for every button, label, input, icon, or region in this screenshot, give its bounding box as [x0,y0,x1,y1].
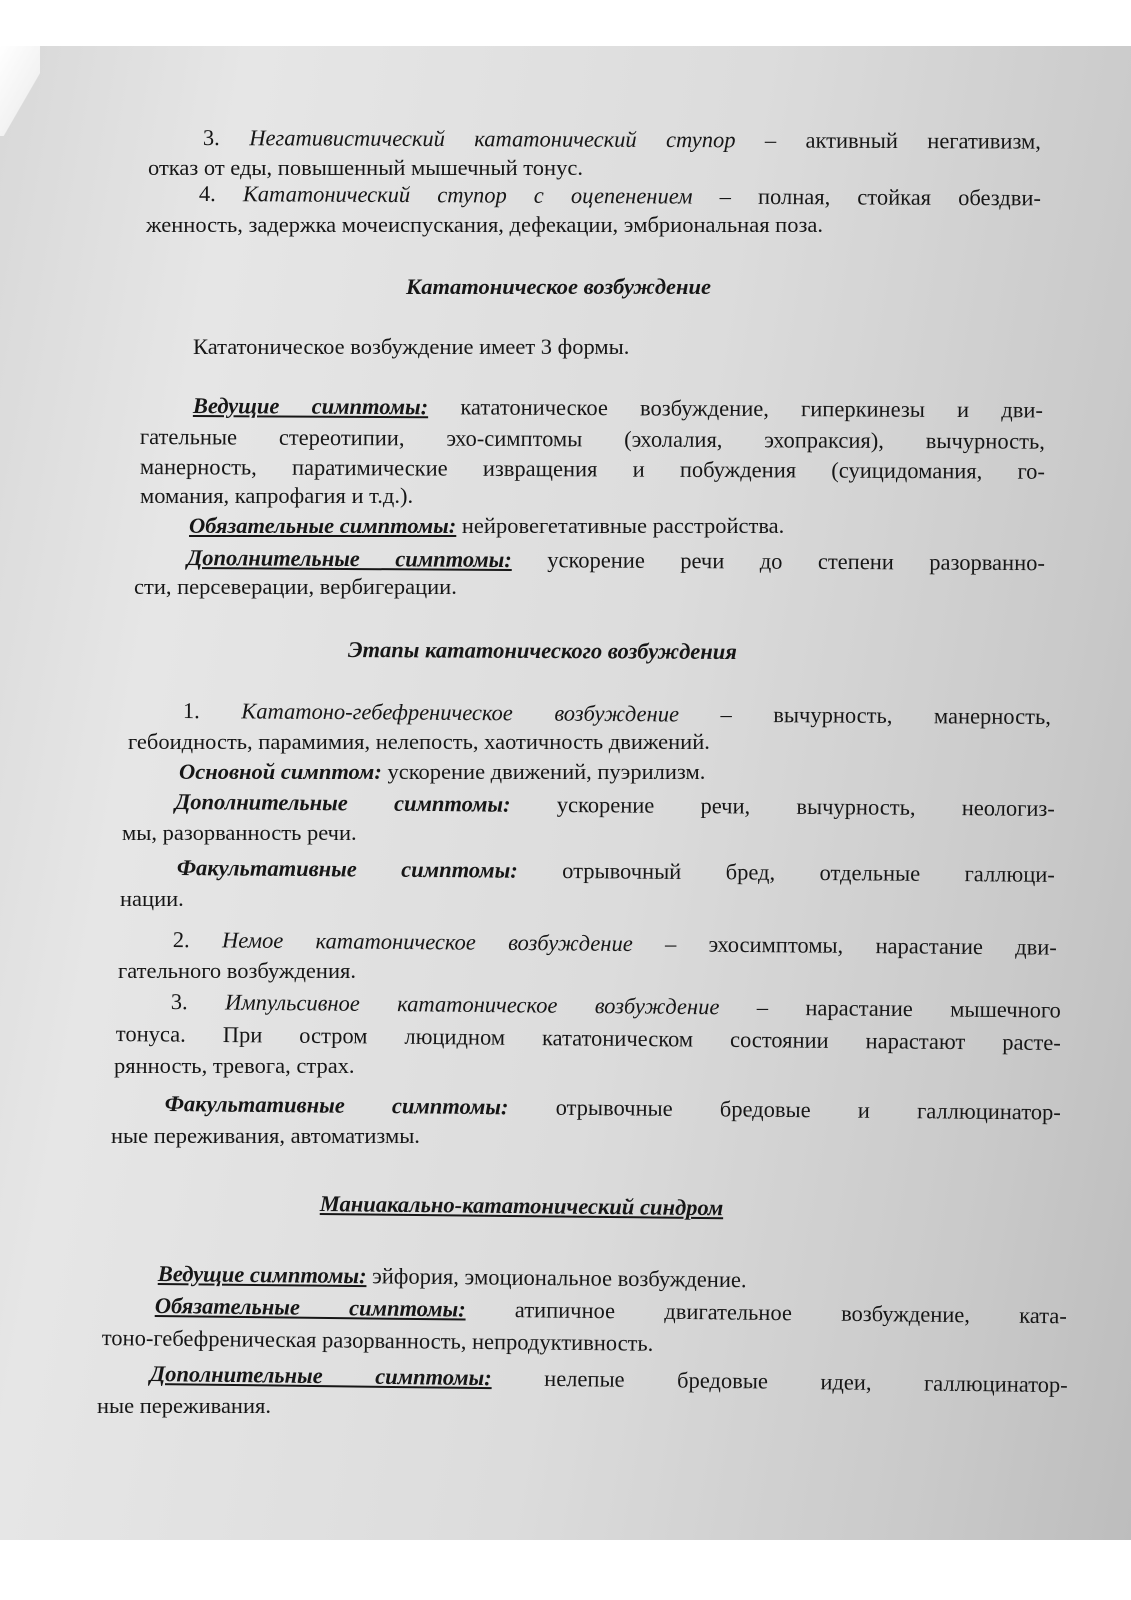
list-number: 1. [182,697,200,724]
text-line [120,884,184,914]
text-run: отрывочный бред, отдельные галлюци- [517,857,1055,887]
text-run: отрывочные бредовые и галлюцинатор- [508,1094,1061,1125]
text-line [193,391,1043,425]
section-heading [406,272,711,302]
text-line [140,481,413,511]
text-line [150,1359,1068,1400]
list-number: 4. [198,180,216,207]
text-run: – активный негативизм, [735,127,1041,154]
text-line [122,818,357,848]
text-line [134,572,457,602]
text-run: ные переживания, автоматизмы. [111,1123,420,1148]
text-line [177,853,1055,890]
term: Немое кататоническое возбуждение [221,927,633,957]
list-number: 2. [172,926,190,953]
text-line [128,727,710,757]
text-line [111,1121,420,1151]
text-run: ные переживания. [97,1393,271,1418]
text-run: тонуса. При остром люцидном кататоническом состоянии нарастают расте- [115,1020,1061,1056]
text-run: нейровегетативные расстройства. [456,513,785,538]
text-run: женность, задержка мочеиспускания, дефекации, эмбриональная поза. [146,212,823,237]
label: Факультативные симптомы: [164,1090,509,1120]
text-line [102,1323,654,1359]
heading-text: Маниакально-кататонический синдром [319,1190,724,1221]
text-run: Кататоническое возбуждение имеет 3 формы. [193,334,630,359]
label: Обязательные симптомы: [154,1292,466,1322]
page-text [0,46,1131,1540]
text-line [97,1391,271,1421]
label: Дополнительные симптомы: [149,1360,492,1391]
section-heading [320,1189,724,1223]
text-line [114,1051,355,1081]
section-heading [348,635,737,667]
label: Обязательные симптомы: [189,513,457,538]
text-line [146,210,823,240]
text-run: мы, разорванность речи. [122,820,357,845]
text-run: гательные стереотипии, эхо-симптомы (эхолалия, эхопраксия), вычурность, [139,423,1045,454]
text-run: отказ от еды, повышенный мышечный тонус. [148,155,583,180]
text-run: – вычурность, манерность, [678,701,1051,730]
text-run: нации. [120,886,184,911]
text-run: тоно-гебефреническая разорванность, непродуктивность. [101,1324,654,1356]
text-line [171,987,1061,1026]
text-line [203,123,1041,157]
list-number: 3. [202,124,220,151]
photographed-page [0,46,1131,1540]
text-run: сти, персеверации, вербигерации. [134,574,457,599]
text-line [118,956,356,986]
text-run: ускорение движений, пуэрилизм. [381,759,706,784]
text-line [140,422,1045,457]
text-run: гебоидность, парамимия, нелепость, хаотичность движений. [128,729,710,754]
heading-text: Этапы кататонического возбуждения [347,637,737,665]
text-run: – эхосимптомы, нарастание дви- [632,931,1057,960]
label: Дополнительные симптомы: [186,545,512,572]
label: Ведущие симптомы: [192,392,429,420]
text-run: эйфория, эмоциональное возбуждение. [366,1263,747,1293]
term: Импульсивное кататоническое возбуждение [225,989,720,1020]
text-run: – нарастание мышечного [719,994,1061,1023]
term: Кататонический ступор с оцепенением [242,181,693,209]
label: Основной симптом: [179,759,382,784]
term: Негативистический кататонический ступор [249,125,736,153]
text-run: атипичное двигательное возбуждение, ката- [465,1296,1067,1329]
text-line [179,757,705,787]
label: Дополнительные симптомы: [174,788,511,817]
text-run: рянность, тревога, страх. [114,1053,355,1078]
text-line [193,332,629,362]
text-line [189,511,784,541]
text-run: кататоническое возбуждение, гиперкинезы и дви- [428,394,1043,423]
text-run: гательного возбуждения. [118,958,356,983]
label: Факультативные симптомы: [176,854,518,883]
text-run: манерность, паратимические извращения и побуждения (суицидомания, го- [139,453,1045,484]
text-run: нелепые бредовые идеи, галлюцинатор- [491,1365,1068,1398]
text-line [199,179,1041,213]
list-number: 3. [170,988,188,1015]
label: Ведущие симптомы: [157,1260,367,1289]
text-run: момания, капрофагия и т.д.). [140,483,414,508]
text-run: ускорение речи до степени разорванно- [511,546,1045,576]
heading-text: Кататоническое возбуждение [406,274,712,299]
text-line [158,1259,747,1295]
term: Кататоно-гебефреническое возбуждение [241,698,680,727]
text-run: – полная, стойкая обездви- [692,183,1041,211]
text-run: ускорение речи, вычурность, неологиз- [510,791,1055,821]
